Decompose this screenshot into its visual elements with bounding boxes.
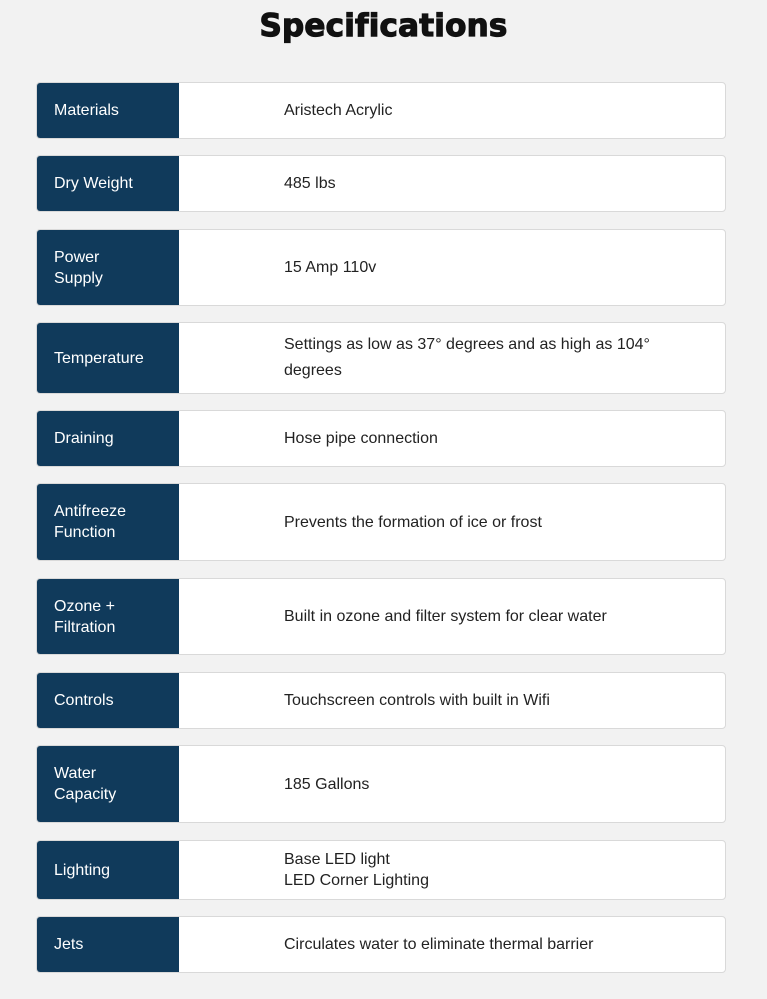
spec-label-cell bbox=[37, 746, 179, 822]
spec-label-cell bbox=[37, 411, 179, 466]
spec-row-materials bbox=[36, 82, 726, 139]
spec-row-draining bbox=[36, 410, 726, 467]
spec-value-cell bbox=[179, 917, 725, 972]
spec-label: Power Supply bbox=[54, 248, 103, 287]
spec-label-cell bbox=[37, 156, 179, 211]
spec-label-cell bbox=[37, 230, 179, 305]
spec-value: Circulates water to eliminate thermal barrier bbox=[284, 936, 594, 953]
spec-label: Jets bbox=[54, 936, 84, 953]
spec-row-power-supply bbox=[36, 229, 726, 306]
spec-value-cell bbox=[179, 323, 725, 393]
page-title: Specifications bbox=[259, 8, 508, 44]
spec-label: Antifreeze Function bbox=[54, 503, 127, 541]
spec-value-cell bbox=[179, 746, 725, 822]
spec-value-cell bbox=[179, 83, 725, 138]
spec-row-temperature bbox=[36, 322, 726, 394]
spec-value: 485 lbs bbox=[284, 175, 336, 192]
spec-row-dry-weight bbox=[36, 155, 726, 212]
spec-label-cell bbox=[37, 484, 179, 560]
spec-label-cell bbox=[37, 579, 179, 654]
spec-row-ozone-filtration bbox=[36, 578, 726, 655]
spec-label: Ozone + Filtration bbox=[54, 597, 116, 636]
spec-label-cell bbox=[37, 323, 179, 393]
spec-row-water-capacity bbox=[36, 745, 726, 823]
spec-value: Built in ozone and filter system for clear water bbox=[284, 608, 607, 625]
spec-value-cell bbox=[179, 156, 725, 211]
spec-value: Base LED light LED Corner Lighting bbox=[284, 851, 429, 889]
spec-value: Aristech Acrylic bbox=[284, 102, 393, 119]
spec-value-cell bbox=[179, 579, 725, 654]
spec-label-cell bbox=[37, 917, 179, 972]
spec-value-cell bbox=[179, 230, 725, 305]
spec-value: 185 Gallons bbox=[284, 775, 370, 793]
spec-label: Controls bbox=[54, 692, 114, 709]
spec-value-cell bbox=[179, 673, 725, 728]
spec-label: Temperature bbox=[54, 349, 144, 367]
spec-row-lighting bbox=[36, 840, 726, 900]
spec-label: Materials bbox=[54, 102, 119, 119]
spec-label-cell bbox=[37, 841, 179, 899]
spec-label: Dry Weight bbox=[54, 175, 133, 192]
spec-value-cell bbox=[179, 484, 725, 560]
spec-row-controls bbox=[36, 672, 726, 729]
spec-label-cell bbox=[37, 83, 179, 138]
spec-row-antifreeze-function bbox=[36, 483, 726, 561]
spec-value: Settings as low as 37° degrees and as high as 104° degrees bbox=[284, 336, 650, 379]
spec-row-jets bbox=[36, 916, 726, 973]
spec-value-cell bbox=[179, 841, 725, 899]
spec-value-cell bbox=[179, 411, 725, 466]
spec-label-cell bbox=[37, 673, 179, 728]
spec-label: Draining bbox=[54, 430, 114, 447]
spec-value: Prevents the formation of ice or frost bbox=[284, 513, 542, 531]
spec-label: Water Capacity bbox=[54, 765, 117, 803]
spec-value: Hose pipe connection bbox=[284, 430, 438, 447]
spec-value: 15 Amp 110v bbox=[284, 259, 377, 276]
spec-value: Touchscreen controls with built in Wifi bbox=[284, 692, 550, 709]
spec-label: Lighting bbox=[54, 861, 111, 879]
